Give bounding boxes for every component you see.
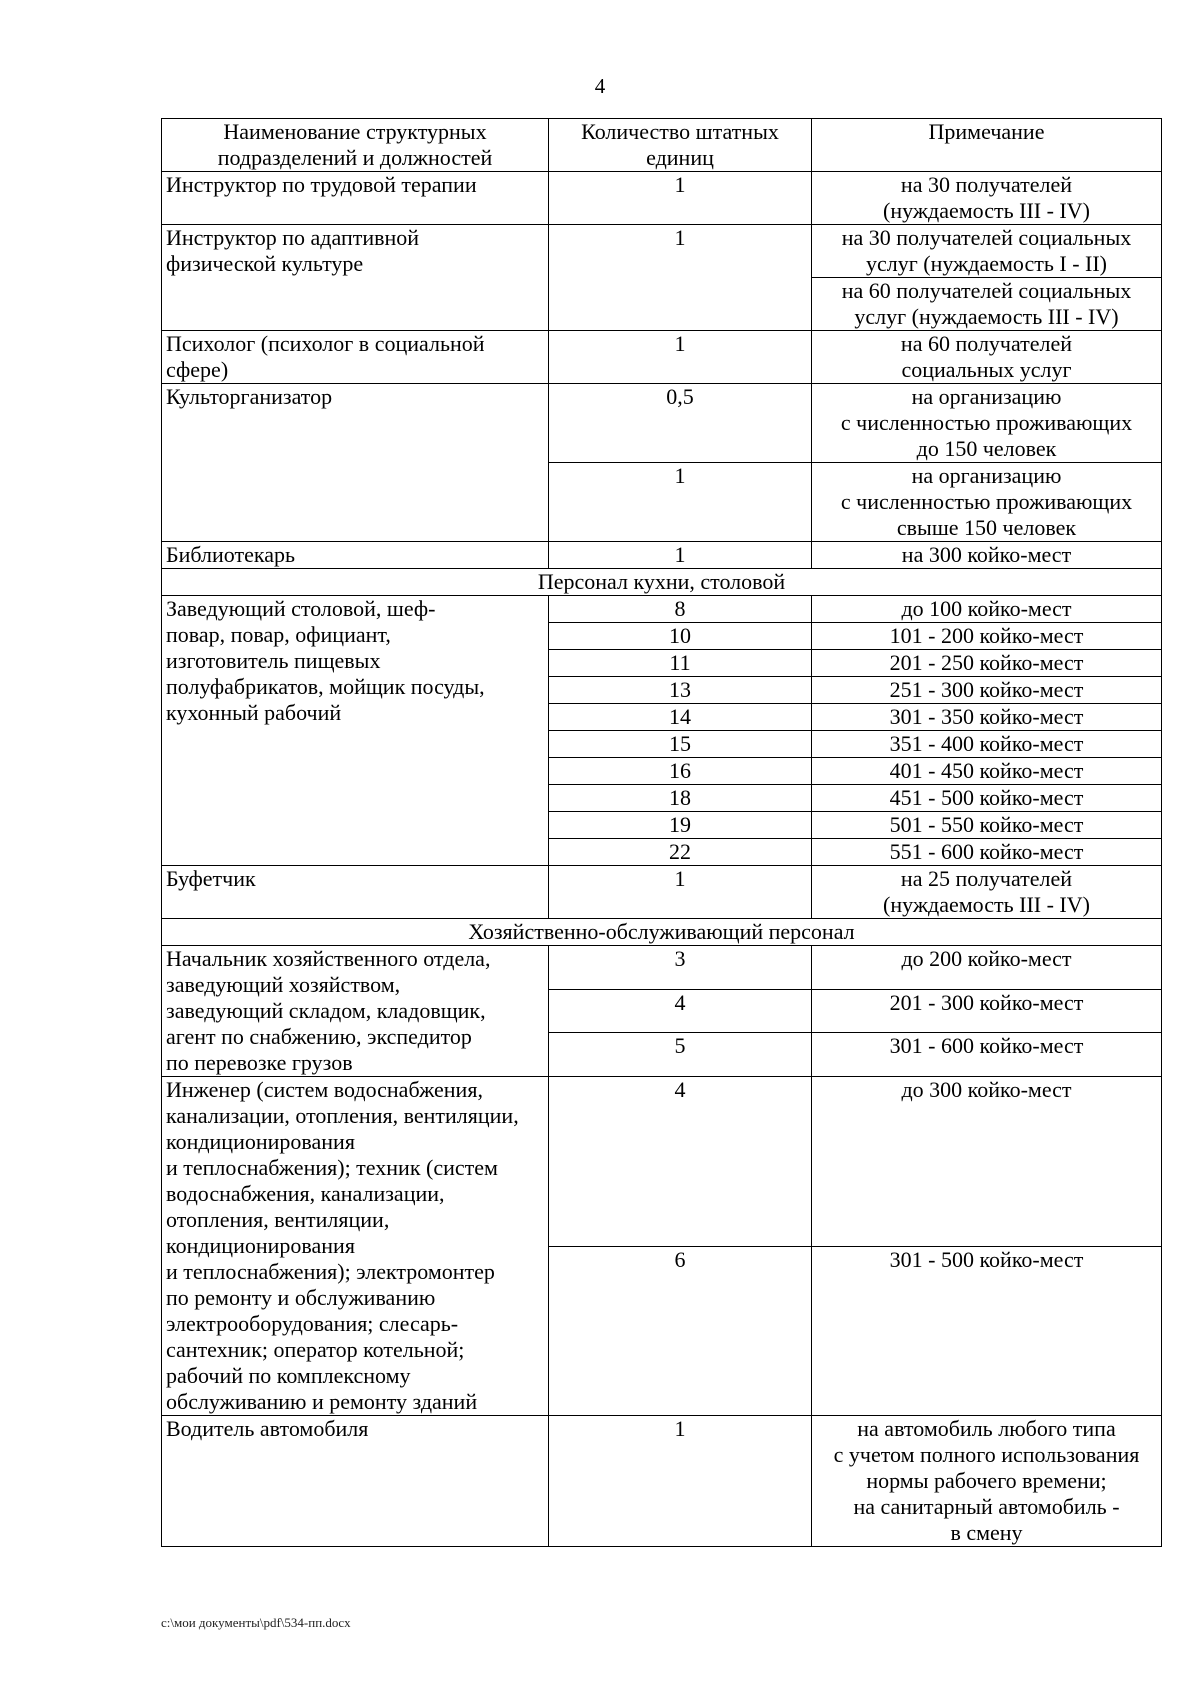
note: 251 - 300 койко-мест (812, 677, 1162, 704)
position-name: Начальник хозяйственного отдела, заведующий хозяйством, заведующий складом, кладовщик, агент по снабжению, экспедитор по перевозке грузов (162, 946, 549, 1077)
staff-count: 18 (549, 785, 812, 812)
position-name: Инструктор по трудовой терапии (162, 172, 549, 225)
table-row (162, 331, 1162, 384)
note: 401 - 450 койко-мест (812, 758, 1162, 785)
staff-count: 1 (549, 463, 812, 542)
note: на 30 получателей социальных услуг (нуждаемость I - II) (812, 225, 1162, 278)
position-name: Культорганизатор (162, 384, 549, 542)
note: до 100 койко-мест (812, 596, 1162, 623)
section-row (162, 569, 1162, 596)
position-name: Заведующий столовой, шеф- повар, повар, официант, изготовитель пищевых полуфабрикатов, мойщик посуды, кухонный рабочий (162, 596, 549, 866)
note: до 300 койко-мест (812, 1077, 1162, 1247)
header-count: Количество штатных единиц (549, 119, 812, 172)
position-name: Водитель автомобиля (162, 1416, 549, 1547)
note: 201 - 300 койко-мест (812, 989, 1162, 1033)
section-row (162, 919, 1162, 946)
note: на автомобиль любого типа с учетом полного использования нормы рабочего времени; на санитарный автомобиль - в смену (812, 1416, 1162, 1547)
note: до 200 койко-мест (812, 946, 1162, 990)
note: 301 - 350 койко-мест (812, 704, 1162, 731)
note: на 300 койко-мест (812, 542, 1162, 569)
note: 301 - 600 койко-мест (812, 1033, 1162, 1077)
staff-count: 4 (549, 1077, 812, 1247)
page-number: 4 (594, 74, 606, 98)
staff-count: 19 (549, 812, 812, 839)
file-path-footer: c:\мои документы\pdf\534-пп.docx (161, 1615, 351, 1630)
staff-count: 8 (549, 596, 812, 623)
staff-count: 13 (549, 677, 812, 704)
staffing-table (161, 118, 1162, 1547)
position-name: Библиотекарь (162, 542, 549, 569)
note: 551 - 600 койко-мест (812, 839, 1162, 866)
staff-count: 1 (549, 331, 812, 384)
note: 201 - 250 койко-мест (812, 650, 1162, 677)
staff-count: 11 (549, 650, 812, 677)
header-note: Примечание (812, 119, 1162, 172)
position-name: Буфетчик (162, 866, 549, 919)
staff-count: 1 (549, 1416, 812, 1547)
table-row (162, 596, 1162, 623)
staff-count: 5 (549, 1033, 812, 1077)
note: на 60 получателей социальных услуг (нуждаемость III - IV) (812, 278, 1162, 331)
staff-count: 15 (549, 731, 812, 758)
note: 501 - 550 койко-мест (812, 812, 1162, 839)
staff-count: 3 (549, 946, 812, 990)
section-title: Хозяйственно-обслуживающий персонал (162, 919, 1162, 946)
staff-count: 1 (549, 225, 812, 331)
table-header-row (162, 119, 1162, 172)
note: на 25 получателей (нуждаемость III - IV) (812, 866, 1162, 919)
staff-count: 22 (549, 839, 812, 866)
position-name: Инженер (систем водоснабжения, канализации, отопления, вентиляции, кондиционирования и теплоснабжения); техник (систем водоснабжения, канализации, отопления, вентиляции, кондиционирования и теплоснабжения); электромонтер по ремонту и обслуживанию электрооборудования; слесарь- сантехник; оператор котельной; рабочий по комплексному обслуживанию и ремонту зданий (162, 1077, 549, 1416)
table-row (162, 1416, 1162, 1547)
table-row (162, 946, 1162, 990)
staff-count: 1 (549, 542, 812, 569)
staff-count: 1 (549, 866, 812, 919)
note: 101 - 200 койко-мест (812, 623, 1162, 650)
table-row (162, 1077, 1162, 1247)
staff-count: 6 (549, 1246, 812, 1416)
table-row (162, 172, 1162, 225)
table-row (162, 384, 1162, 463)
note: 451 - 500 койко-мест (812, 785, 1162, 812)
note: на 60 получателей социальных услуг (812, 331, 1162, 384)
table-row (162, 225, 1162, 278)
note: 301 - 500 койко-мест (812, 1246, 1162, 1416)
staff-count: 10 (549, 623, 812, 650)
staff-count: 1 (549, 172, 812, 225)
staff-count: 0,5 (549, 384, 812, 463)
note: на организацию с численностью проживающих до 150 человек (812, 384, 1162, 463)
section-title: Персонал кухни, столовой (162, 569, 1162, 596)
staff-count: 16 (549, 758, 812, 785)
staff-count: 14 (549, 704, 812, 731)
staff-count: 4 (549, 989, 812, 1033)
header-position: Наименование структурных подразделений и должностей (162, 119, 549, 172)
table-row (162, 866, 1162, 919)
note: на организацию с численностью проживающих свыше 150 человек (812, 463, 1162, 542)
position-name: Психолог (психолог в социальной сфере) (162, 331, 549, 384)
table-row (162, 542, 1162, 569)
position-name: Инструктор по адаптивной физической культуре (162, 225, 549, 331)
note: 351 - 400 койко-мест (812, 731, 1162, 758)
note: на 30 получателей (нуждаемость III - IV) (812, 172, 1162, 225)
